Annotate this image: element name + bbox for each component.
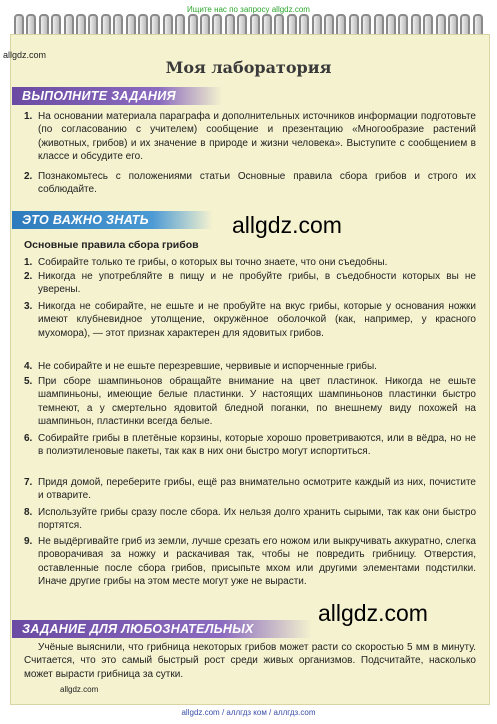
rule-text: При сборе шампиньонов обращайте внимание на цвет пластинок. Никогда не ешьте шампиньоны, имеющие белые пластинки. У настоящих шампиньонов пластинки быстро темнеют, а у смертельно ядовитой бледной поганки, по внешнему виду похожей на шампиньон, пластинки всегда белые.: [38, 376, 476, 428]
rule-item: [24, 506, 476, 533]
footer-watermark: allgdz.com / аллгдз ком / аллгдз.com: [181, 708, 316, 717]
curious-banner: ЗАДАНИЕ ДЛЯ ЛЮБОЗНАТЕЛЬНЫХ: [12, 620, 312, 638]
rule-item: [24, 432, 476, 459]
rule-item: [24, 476, 476, 503]
rule-number: 2.: [24, 271, 33, 282]
rule-item: [24, 375, 476, 429]
rule-number: 9.: [24, 536, 33, 547]
rule-item: [24, 270, 476, 297]
rule-text: Собирайте только те грибы, о которых вы точно знаете, что они съедобны.: [38, 257, 388, 268]
rule-text: Используйте грибы сразу после сбора. Их нельзя долго хранить сырыми, так как они быстро портятся.: [38, 507, 476, 532]
rule-number: 3.: [24, 301, 33, 312]
tasks-banner: ВЫПОЛНИТЕ ЗАДАНИЯ: [12, 87, 222, 105]
rule-number: 5.: [24, 376, 33, 387]
rule-text: Придя домой, переберите грибы, ещё раз внимательно осмотрите каждый из них, почистите и отварите.: [38, 477, 476, 502]
task-item: [24, 170, 476, 197]
side-watermark: allgdz.com: [3, 50, 47, 60]
task-number: 2.: [24, 171, 33, 182]
task-number: 1.: [24, 111, 33, 122]
rule-number: 8.: [24, 507, 33, 518]
task-text: На основании материала параграфа и дополнительных источников информации подготовьте (по согласованию с учителем) сообщение и презентацию «Многообразие растений (животных, грибов) и их значение в природе и жизни человека». Выступите с сообщением в классе и обсудите его.: [38, 111, 476, 163]
rule-item: [24, 300, 476, 340]
big-watermark: allgdz.com: [318, 600, 428, 626]
rule-number: 7.: [24, 477, 33, 488]
rule-item: [24, 360, 476, 373]
rule-number: 6.: [24, 433, 33, 444]
rule-text: Никогда не употребляйте в пищу и не пробуйте грибы, в съедобности которых вы не уверены.: [38, 271, 476, 296]
page-title: Моя лаборатория: [165, 58, 332, 77]
rule-text: Никогда не собирайте, не ешьте и не пробуйте на вкус грибы, которые у основания ножки имеют клубневидное утолщение, окружённое оболочкой (как, например, у красного мухомора), — этот признак характерен для ядовитых грибов.: [38, 301, 476, 339]
important-banner: ЭТО ВАЖНО ЗНАТЬ: [12, 211, 212, 229]
curious-text: Учёные выяснили, что грибница некоторых грибов может расти со скоростью 5 мм в минуту. Считается, что это самый быстрый рост среди живых организмов. Подсчитайте, насколько может вырасти грибница за сутки.: [24, 642, 476, 680]
big-watermark: allgdz.com: [232, 212, 342, 238]
task-item: [24, 110, 476, 164]
rule-item: [24, 256, 476, 269]
rule-number: 4.: [24, 361, 33, 372]
rule-item: [24, 535, 476, 589]
rule-text: Не собирайте и не ешьте перезревшие, червивые и испорченные грибы.: [38, 361, 377, 372]
rules-heading: Основные правила сбора грибов: [24, 239, 199, 251]
top-watermark: Ищите нас по запросу allgdz.com: [187, 5, 310, 14]
rule-number: 1.: [24, 257, 33, 268]
task-text: Познакомьтесь с положениями статьи Основные правила сбора грибов и строго их соблюдайте.: [38, 171, 476, 196]
rule-text: Собирайте грибы в плетёные корзины, которые хорошо проветриваются, или в вёдра, но не в полиэтиленовые пакеты, так как в них они быстро могут испортиться.: [38, 433, 476, 458]
rule-text: Не выдёргивайте гриб из земли, лучше срезать его ножом или выкручивать аккуратно, слегка проворачивая за ножку и раскачивая так, чтобы не повредить грибницу. Отверстия, оставленные после сбора грибов, присыпьте мхом или другими элементами подстилки. Иначе другие грибы на этом месте могут уже не вырасти.: [38, 536, 476, 588]
bottom-small-watermark: allgdz.com: [60, 685, 99, 694]
